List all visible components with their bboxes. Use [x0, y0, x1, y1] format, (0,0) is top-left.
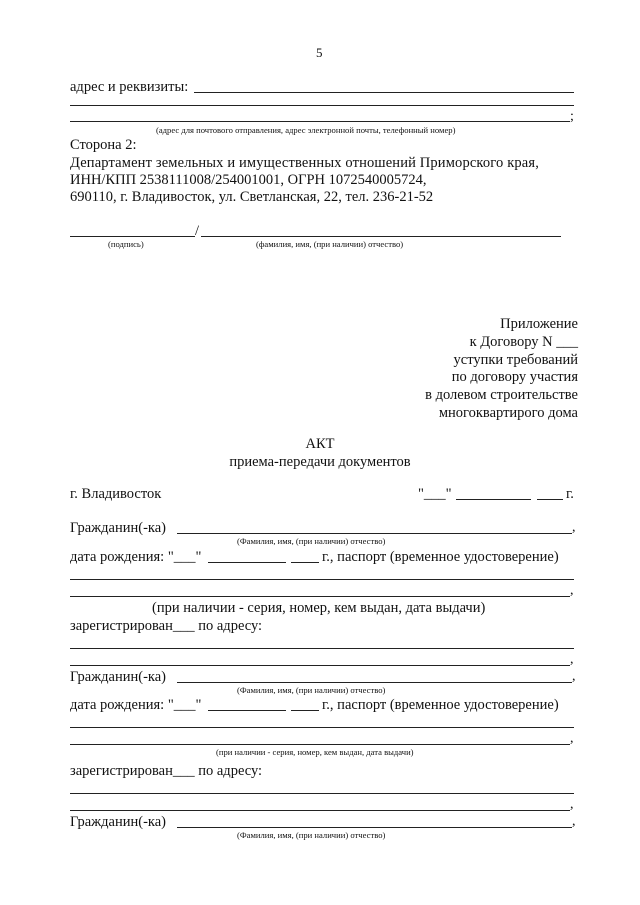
citizen2-birth-label: дата рождения: "___" [70, 697, 202, 713]
citizen2-passport-line-2 [70, 744, 570, 745]
citizen1-birth-year-line [291, 562, 319, 563]
citizen1-address-line-2 [70, 665, 570, 666]
address-semicolon: ; [570, 109, 574, 124]
citizen2-address-line-2 [70, 810, 570, 811]
citizen2-address-comma: , [570, 797, 574, 812]
party2-title: Сторона 2: [70, 137, 137, 153]
citizen3-fio-line [177, 827, 572, 828]
citizen2-label: Гражданин(-ка) [70, 669, 167, 685]
appendix-line: многоквартирого дома [438, 404, 578, 421]
citizen1-passport-note: (при наличии - серия, номер, кем выдан, дата выдачи) [152, 600, 486, 616]
act-month-line [456, 499, 531, 500]
address-label: адрес и реквизиты: [70, 79, 189, 95]
citizen3-fio-note: (Фамилия, имя, (при наличии) отчество) [237, 830, 386, 840]
act-date-quote: "___" [418, 486, 452, 502]
appendix-block [318, 316, 578, 423]
signature-slash: / [195, 223, 200, 239]
signature-note: (подпись) [108, 239, 144, 249]
appendix-line: в долевом строительстве [425, 387, 578, 404]
appendix-line: уступки требований [453, 351, 578, 368]
party2-line1: Департамент земельных и имущественных отношений Приморского края, [70, 155, 539, 171]
citizen1-label: Гражданин(-ка) [70, 520, 167, 536]
citizen2-birth-month-line [208, 710, 286, 711]
act-title: АКТ [305, 436, 335, 452]
citizen2-passport-comma: , [570, 731, 574, 746]
citizen3-comma: , [572, 814, 576, 829]
citizen1-passport-line-1 [70, 579, 574, 580]
citizen1-fio-line [177, 533, 572, 534]
address-note: (адрес для почтового отправления, адрес электронной почты, телефонный номер) [156, 125, 456, 135]
citizen1-comma: , [572, 520, 576, 535]
citizen1-passport-comma: , [570, 583, 574, 598]
party2-line3: 690110, г. Владивосток, ул. Светланская, 22, тел. 236-21-52 [70, 189, 434, 205]
act-subtitle: приема-передачи документов [229, 454, 411, 470]
citizen2-address-line-1 [70, 793, 574, 794]
fullname-line [201, 236, 561, 237]
appendix-line: по договору участия [451, 369, 578, 386]
fullname-note: (фамилия, имя, (при наличии) отчество) [256, 239, 404, 249]
act-city: г. Владивосток [70, 486, 162, 502]
citizen1-fio-note: (Фамилия, имя, (при наличии) отчество) [237, 536, 386, 546]
act-year-suffix: г. [566, 486, 574, 502]
address-line-1 [194, 92, 574, 93]
address-line-2 [70, 105, 574, 106]
appendix-line: Приложение [500, 316, 578, 332]
citizen2-passport-note: (при наличии - серия, номер, кем выдан, дата выдачи) [216, 747, 414, 757]
citizen2-comma: , [572, 669, 576, 684]
citizen2-birth-year: г., паспорт (временное удостоверение) [322, 697, 559, 713]
citizen1-registered-label: зарегистрирован___ по адресу: [70, 618, 263, 634]
citizen3-label: Гражданин(-ка) [70, 814, 167, 830]
citizen2-passport-line-1 [70, 727, 574, 728]
citizen1-birth-label: дата рождения: "___" [70, 549, 202, 565]
citizen2-registered-label: зарегистрирован___ по адресу: [70, 763, 263, 779]
citizen2-fio-line [177, 682, 572, 683]
party2-line2: ИНН/КПП 2538111008/254001001, ОГРН 1072540005724, [70, 172, 427, 188]
act-year-line [537, 499, 563, 500]
signature-line [70, 236, 195, 237]
citizen2-birth-year-line [291, 710, 319, 711]
citizen2-fio-note: (Фамилия, имя, (при наличии) отчество) [237, 685, 386, 695]
citizen1-address-comma: , [570, 652, 574, 667]
citizen1-passport-line-2 [70, 596, 570, 597]
citizen1-birth-month-line [208, 562, 286, 563]
citizen1-address-line-1 [70, 648, 574, 649]
address-line-3 [70, 121, 570, 122]
page-number: 5 [316, 45, 323, 60]
appendix-line: к Договору N ___ [469, 333, 578, 350]
citizen1-birth-year: г., паспорт (временное удостоверение) [322, 549, 559, 565]
